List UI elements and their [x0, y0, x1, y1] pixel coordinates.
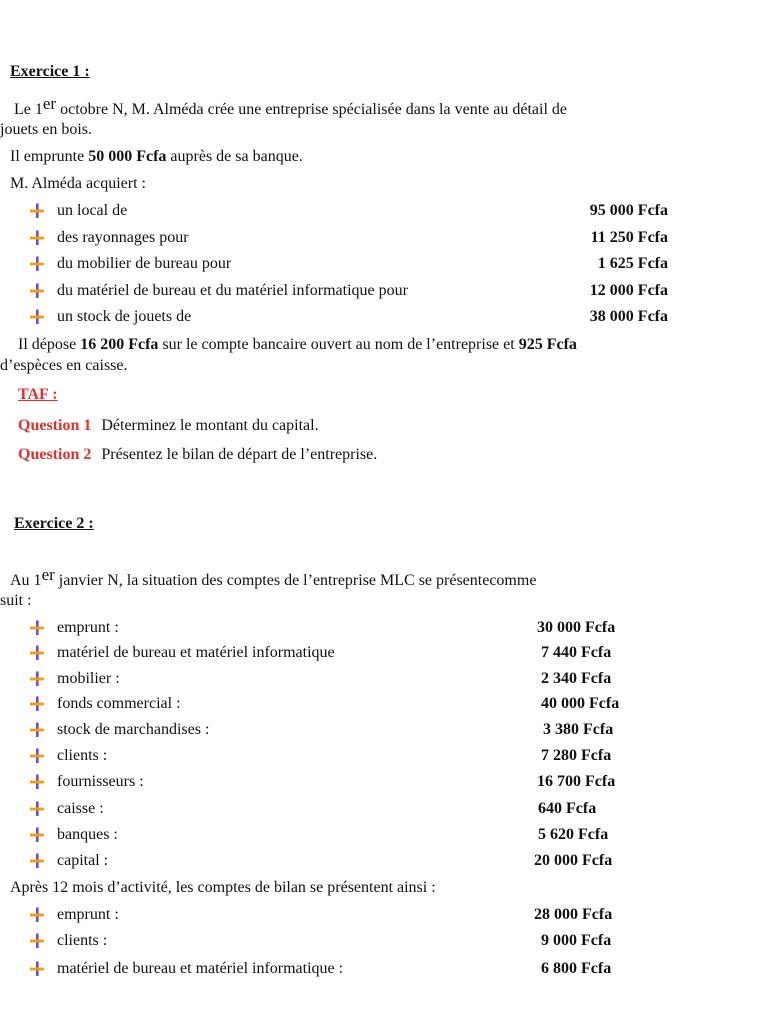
- list-item: [0, 746, 768, 766]
- exercise-1-title: Exercice 1 :: [10, 63, 90, 80]
- exercise-1-intro-line2: jouets en bois.: [0, 121, 92, 138]
- list-item: [0, 905, 768, 925]
- exercise-1-deposit-line1: [18, 335, 577, 355]
- list-item-amount: 20 000 Fcfa: [534, 852, 613, 869]
- list-item-label: un local de: [57, 202, 128, 219]
- list-item-label: emprunt :: [57, 619, 119, 636]
- list-item-amount: 640 Fcfa: [538, 800, 597, 817]
- list-item-amount: 11 250 Fcfa: [590, 229, 668, 246]
- exercise-2-intro-line2: suit :: [0, 592, 32, 609]
- list-item: [0, 618, 768, 638]
- arrow-bullet-icon: [29, 961, 45, 977]
- list-item: [0, 851, 768, 871]
- exercise-2-after-line: Après 12 mois d’activité, les comptes de bilan se présentent ainsi :: [10, 879, 436, 896]
- deposit-text: Il dépose: [18, 336, 81, 353]
- arrow-bullet-icon: [29, 748, 45, 764]
- deposit-text: sur le compte bancaire ouvert au nom de l’entreprise et: [158, 336, 519, 353]
- list-item-amount: 7 440 Fcfa: [541, 644, 612, 661]
- question-1: [18, 416, 319, 436]
- list-item-label: mobilier :: [57, 670, 120, 687]
- list-item-label: capital :: [57, 852, 109, 869]
- arrow-bullet-icon: [29, 827, 45, 843]
- list-item: [0, 643, 768, 663]
- list-item: [0, 825, 768, 845]
- list-item-label: clients :: [57, 747, 108, 764]
- question-1-text: Déterminez le montant du capital.: [101, 417, 319, 434]
- list-item-label: banques :: [57, 826, 118, 843]
- arrow-bullet-icon: [29, 309, 45, 325]
- list-item: [0, 799, 768, 819]
- arrow-bullet-icon: [29, 671, 45, 687]
- list-item: [0, 772, 768, 792]
- question-1-label: Question 1: [18, 417, 92, 434]
- list-item: [0, 959, 768, 979]
- arrow-bullet-icon: [29, 933, 45, 949]
- intro-text-part: janvier N, la situation des comptes de l’entreprise MLC se présentecomme: [54, 572, 537, 589]
- list-item-amount: 28 000 Fcfa: [534, 906, 613, 923]
- arrow-bullet-icon: [29, 230, 45, 246]
- deposit-bank-amount: 16 200 Fcfa: [80, 336, 159, 353]
- ordinal-superscript: er: [41, 565, 55, 584]
- arrow-bullet-icon: [29, 853, 45, 869]
- list-item-amount: 16 700 Fcfa: [537, 773, 616, 790]
- question-2: [18, 445, 377, 465]
- list-item-label: un stock de jouets de: [57, 308, 192, 325]
- arrow-bullet-icon: [29, 620, 45, 636]
- list-item: [0, 720, 768, 740]
- list-item-amount: 9 000 Fcfa: [541, 932, 612, 949]
- exercise-1-intro-line1: [14, 94, 567, 120]
- intro-text-part: Au 1: [10, 572, 42, 589]
- list-item: [0, 307, 768, 327]
- list-item-amount: 5 620 Fcfa: [538, 826, 609, 843]
- question-2-text: Présentez le bilan de départ de l’entreprise.: [101, 446, 378, 463]
- arrow-bullet-icon: [29, 722, 45, 738]
- exercise-1-deposit-line2: d’espèces en caisse.: [0, 357, 128, 374]
- arrow-bullet-icon: [29, 645, 45, 661]
- list-item: [0, 228, 768, 248]
- arrow-bullet-icon: [29, 256, 45, 272]
- loan-text: auprès de sa banque.: [166, 148, 303, 165]
- list-item-amount: 95 000 Fcfa: [589, 202, 668, 219]
- question-2-label: Question 2: [18, 446, 92, 463]
- exercise-2-title: Exercice 2 :: [14, 515, 94, 532]
- list-item-label: caisse :: [57, 800, 104, 817]
- list-item-amount: 30 000 Fcfa: [537, 619, 616, 636]
- deposit-cash-amount: 925 Fcfa: [518, 336, 577, 353]
- list-item-label: stock de marchandises :: [57, 721, 210, 738]
- list-item-label: matériel de bureau et matériel informatique: [57, 644, 335, 661]
- list-item-amount: 6 800 Fcfa: [541, 960, 612, 977]
- list-item: [0, 931, 768, 951]
- list-item-amount: 12 000 Fcfa: [589, 282, 668, 299]
- arrow-bullet-icon: [29, 283, 45, 299]
- exercise-1-acquire-line: M. Alméda acquiert :: [10, 175, 146, 192]
- list-item: [0, 694, 768, 714]
- list-item-label: matériel de bureau et matériel informatique :: [57, 960, 344, 977]
- list-item-label: du mobilier de bureau pour: [57, 255, 232, 272]
- list-item-amount: 2 340 Fcfa: [541, 670, 612, 687]
- ordinal-superscript: er: [42, 94, 57, 113]
- exercise-2-intro-line1: [10, 565, 537, 591]
- list-item-label: fournisseurs :: [57, 773, 144, 790]
- list-item-label: des rayonnages pour: [57, 229, 189, 246]
- list-item: [0, 254, 768, 274]
- exercise-1-loan-line: [10, 147, 303, 167]
- arrow-bullet-icon: [29, 907, 45, 923]
- list-item-label: fonds commercial :: [57, 695, 181, 712]
- list-item-label: du matériel de bureau et du matériel informatique pour: [57, 282, 408, 299]
- taf-heading: TAF :: [18, 386, 58, 403]
- arrow-bullet-icon: [29, 203, 45, 219]
- list-item-amount: 1 625 Fcfa: [597, 255, 668, 272]
- arrow-bullet-icon: [29, 801, 45, 817]
- list-item: [0, 669, 768, 689]
- list-item: [0, 281, 768, 301]
- list-item-label: clients :: [57, 932, 108, 949]
- intro-text-part: Le 1: [14, 101, 43, 118]
- list-item-amount: 38 000 Fcfa: [589, 308, 668, 325]
- arrow-bullet-icon: [29, 696, 45, 712]
- list-item-amount: 7 280 Fcfa: [541, 747, 612, 764]
- list-item-amount: 40 000 Fcfa: [541, 695, 620, 712]
- list-item-label: emprunt :: [57, 906, 119, 923]
- arrow-bullet-icon: [29, 774, 45, 790]
- intro-text-part: octobre N, M. Alméda crée une entreprise spécialisée dans la vente au détail de: [56, 101, 567, 118]
- loan-text: Il emprunte: [10, 148, 89, 165]
- loan-amount: 50 000 Fcfa: [88, 148, 167, 165]
- list-item: [0, 201, 768, 221]
- list-item-amount: 3 380 Fcfa: [543, 721, 614, 738]
